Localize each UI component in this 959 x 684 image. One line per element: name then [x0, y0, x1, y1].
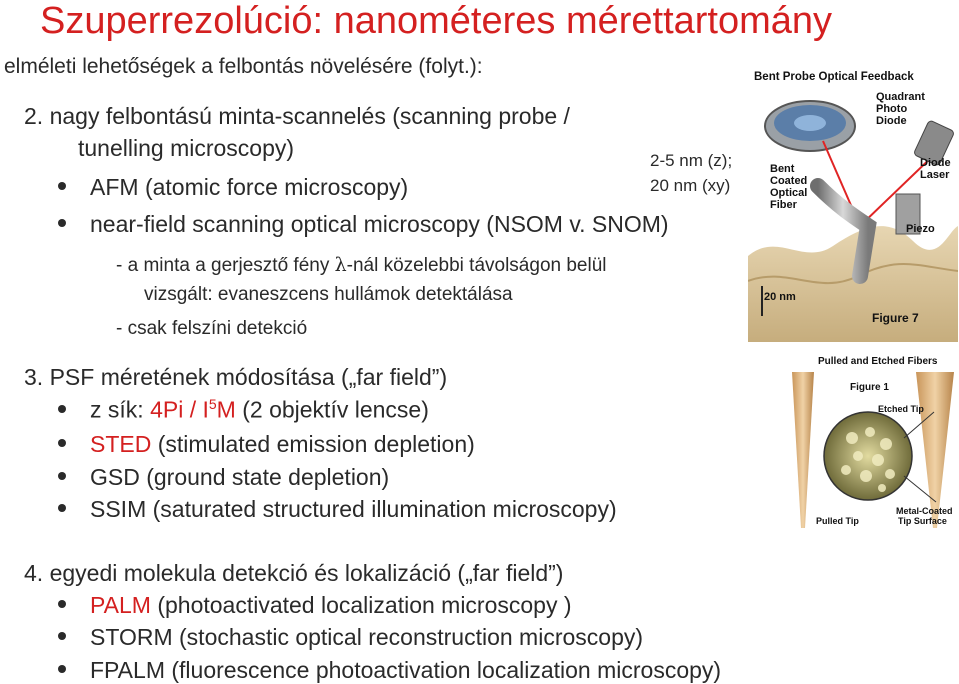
gsd-text: GSD (ground state depletion): [90, 464, 390, 490]
label-coated: Coated: [770, 175, 808, 187]
sted-acronym: STED: [90, 431, 152, 457]
label-bent: Bent: [770, 163, 795, 175]
zsik-4pi: 4Pi / I: [150, 396, 209, 423]
zsik-suffix: (2 objektív lencse): [235, 396, 429, 423]
lambda-symbol: λ: [334, 254, 347, 276]
page-title: Szuperrezolúció: nanométeres mérettartomány: [40, 0, 833, 42]
label-etched-tip: Etched Tip: [878, 404, 924, 414]
label-optical: Optical: [770, 187, 808, 199]
sub-item-evanescent: [116, 254, 607, 277]
figure-bottom-title: Pulled and Etched Fibers: [818, 356, 938, 367]
bullet-dot: [58, 632, 66, 640]
label-figure-1: Figure 1: [850, 382, 889, 393]
label-tip-surface: Tip Surface: [898, 516, 947, 526]
bullet-sted: [58, 431, 475, 458]
label-metal-coated: Metal-Coated: [896, 506, 953, 516]
bullet-afm-text: AFM (atomic force microscopy): [90, 174, 409, 200]
section3-heading: 3. PSF méretének módosítása („far field”): [24, 364, 448, 390]
fpalm-text: FPALM (fluorescence photoactivation localization microscopy): [90, 657, 722, 683]
palm-acronym: PALM: [90, 592, 151, 618]
label-diode-laser-1: Diode: [920, 157, 951, 169]
label-fiber: Fiber: [770, 199, 797, 211]
resolution-z: 2-5 nm (z);: [650, 151, 733, 170]
bullet-dot: [58, 600, 66, 608]
bullet-dot: [58, 405, 66, 413]
figure-etched-fibers: [786, 352, 958, 530]
label-figure-7: Figure 7: [872, 311, 919, 325]
figure-bent-probe: [748, 66, 958, 342]
label-diode-laser-2: Laser: [920, 169, 950, 181]
bullet-storm: [58, 624, 643, 651]
figure-top-title: Bent Probe Optical Feedback: [754, 71, 914, 83]
palm-text: (photoactivated localization microscopy ): [150, 592, 572, 618]
label-scale: 20 nm: [764, 291, 796, 303]
label-photo: Photo: [876, 103, 908, 115]
resolution-note: [650, 148, 732, 198]
sted-text: (stimulated emission depletion): [151, 431, 475, 457]
sub-item-surface: - csak felszíni detekció: [116, 318, 308, 339]
label-quadrant: Quadrant: [876, 91, 925, 103]
coated-surface-icon: [824, 412, 912, 500]
zsik-sup: 5: [208, 396, 217, 412]
bullet-palm: [58, 592, 572, 619]
bullet-ssim: [58, 496, 617, 523]
bullet-dot: [58, 182, 66, 190]
section2-heading-line2: tunelling microscopy): [78, 135, 295, 161]
sub-text-a: - a minta a gerjesztő fény: [116, 255, 335, 276]
label-diode: Diode: [876, 115, 907, 127]
bullet-dot: [58, 439, 66, 447]
bullet-nsom: [58, 211, 669, 238]
label-piezo: Piezo: [906, 223, 935, 235]
sub-text-b: -nál közelebbi távolságon belül: [346, 255, 607, 276]
bullet-dot: [58, 472, 66, 480]
bullet-dot: [58, 219, 66, 227]
bullet-afm: [58, 174, 408, 201]
sub-item-evanescent-cont: vizsgált: evaneszcens hullámok detektálása: [144, 284, 513, 305]
bullet-gsd: [58, 464, 389, 491]
section2-heading-line1: 2. nagy felbontású minta-scannelés (scanning probe /: [24, 103, 570, 129]
resolution-xy: 20 nm (xy): [650, 176, 731, 195]
page-subtitle: elméleti lehetőségek a felbontás növelésére (folyt.):: [4, 55, 483, 78]
storm-text: STORM (stochastic optical reconstruction microscopy): [90, 624, 644, 650]
bullet-dot: [58, 665, 66, 673]
zsik-m: M: [216, 396, 236, 423]
bullet-dot: [58, 504, 66, 512]
bullet-fpalm: [58, 657, 721, 684]
section4-heading: 4. egyedi molekula detekció és lokalizáció („far field”): [24, 560, 564, 586]
bullet-4pi: [58, 396, 429, 424]
zsik-prefix: z sík:: [90, 396, 151, 423]
bullet-nsom-text: near-field scanning optical microscopy (NSOM v. SNOM): [90, 211, 669, 237]
ssim-text: SSIM (saturated structured illumination microscopy): [90, 496, 617, 522]
label-pulled-tip: Pulled Tip: [816, 516, 859, 526]
